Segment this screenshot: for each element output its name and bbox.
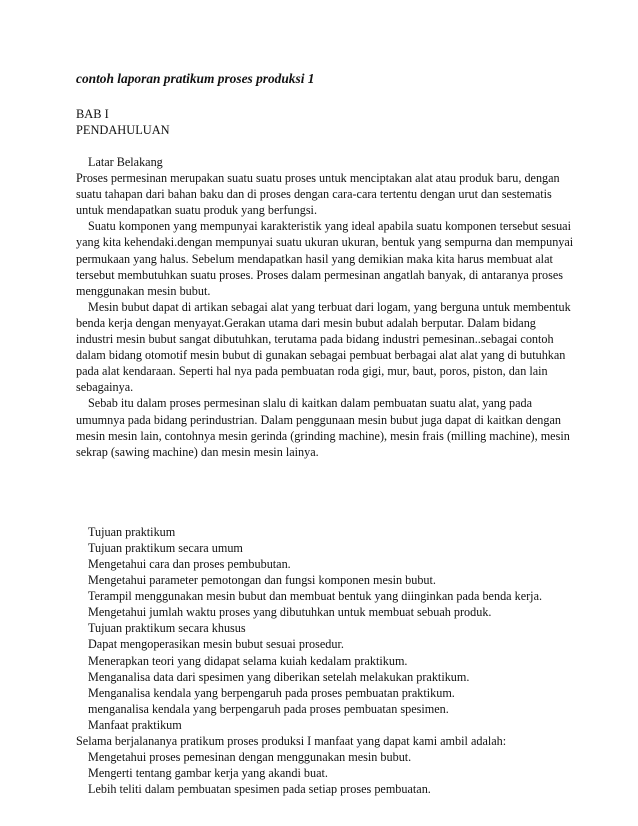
section-heading-background: Latar Belakang <box>88 155 163 169</box>
paragraph-4: Sebab itu dalam proses permesinan slalu di kaitkan dalam pembuatan suatu alat, yang pada umumnya pada bidang perindustrian. Dalam penggunaan mesin bubut juga dapat di kaitkan dengan mesin mesin lain, contohnya mesin gerinda (grinding machine), mesin frais (milling machine), mesin sekrap (sawing machine) dan mesin mesin lainya. <box>76 396 570 459</box>
document-page <box>76 70 576 797</box>
list-item: Mengetahui jumlah waktu proses yang dibutuhkan untuk membuat sebuah produk. <box>88 605 492 620</box>
list-item: Dapat mengoperasikan mesin bubut sesuai prosedur. <box>88 637 344 652</box>
spacer <box>76 138 576 154</box>
list-item: Lebih teliti dalam pembuatan spesimen pada setiap proses pembuatan. <box>88 782 431 797</box>
list-item: Menganalisa kendala yang berpengaruh pada proses pembuatan praktikum. <box>88 685 455 700</box>
list-item: Mengetahui parameter pemotongan dan fungsi komponen mesin bubut. <box>88 573 436 588</box>
benefits-heading: Manfaat praktikum <box>88 717 182 732</box>
list-item: Menerapkan teori yang didapat selama kuiah kedalam praktikum. <box>88 653 408 668</box>
objectives-general-heading: Tujuan praktikum secara umum <box>88 540 243 555</box>
objectives-heading: Tujuan praktikum <box>88 524 176 539</box>
document-title: contoh laporan pratikum proses produksi 1 <box>76 71 315 86</box>
chapter-title: PENDAHULUAN <box>76 123 170 137</box>
list-item: Mengerti tentang gambar kerja yang akandi buat. <box>88 766 328 781</box>
paragraph-2: Suatu komponen yang mempunyai karakteristik yang ideal apabila suatu komponen tersebut sesuai yang kita kehendaki.dengan mempunyai suatu ukuran ukuran, bentuk yang sempurna dan mempunyai permukaan yang halus. Sebelum mendapatkan hasil yang demikian maka kita harus membuat alat tersebut membutuhkan suatu proses. Proses dalam permesinan angatlah banyak, di antaranya proses menggunakan mesin bubut. <box>76 219 574 298</box>
benefits-intro: Selama berjalananya pratikum proses produksi I manfaat yang dapat kami ambil adalah: <box>76 734 507 748</box>
objectives-specific-heading: Tujuan praktikum secara khusus <box>88 621 246 636</box>
list-item: menganalisa kendala yang berpengaruh pada proses pembuatan spesimen. <box>88 701 449 716</box>
list-item: Menganalisa data dari spesimen yang diberikan setelah melakukan praktikum. <box>88 669 470 684</box>
chapter-number: BAB I <box>76 107 109 121</box>
paragraph-1: Proses permesinan merupakan suatu suatu proses untuk menciptakan alat atau produk baru, dengan suatu tahapan dari bahan baku dan di proses dengan cara-cara tertentu dengan urut dan sestematis untuk mendapatkan suatu produk yang berfungsi. <box>76 171 560 218</box>
spacer <box>76 460 576 524</box>
list-item: Terampil menggunakan mesin bubut dan membuat bentuk yang diinginkan pada benda kerja. <box>88 589 543 604</box>
list-item: Mengetahui cara dan proses pembubutan. <box>88 556 291 571</box>
list-item: Mengetahui proses pemesinan dengan menggunakan mesin bubut. <box>88 750 412 765</box>
paragraph-3: Mesin bubut dapat di artikan sebagai alat yang terbuat dari logam, yang berguna untuk membentuk benda kerja dengan menyayat.Gerakan utama dari mesin bubut adalah berputar. Dalam bidang industri mesin bubut sangat dibutuhkan, terutama pada bidang industri pemesinan..sebagai contoh dalam bidang otomotif mesin bubut di gunakan sebagai pembuat berbagai alat alat yang di butuhkan pada alat kendaraan. Seperti hal nya pada pembuatan roda gigi, mur, baut, poros, piston, dan lain sebagainya. <box>76 299 571 395</box>
